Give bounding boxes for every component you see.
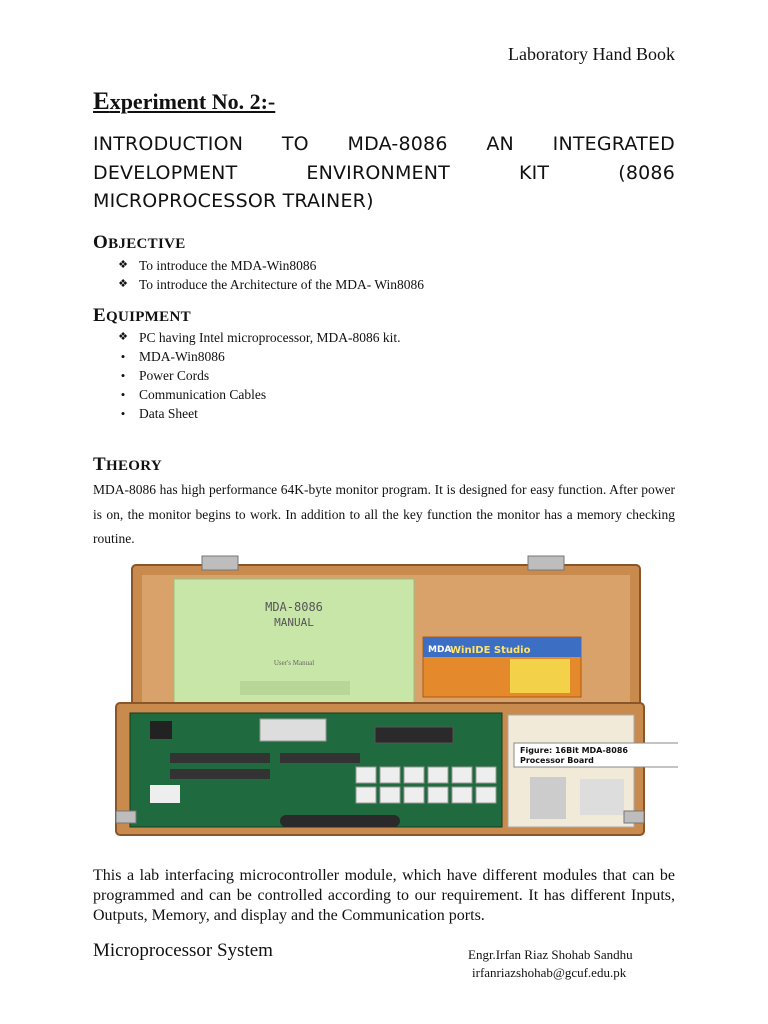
- manual-publisher-block: [240, 681, 350, 695]
- equipment-item: [115, 404, 401, 423]
- board-chip: [170, 753, 270, 763]
- experiment-title-initial: E: [93, 88, 110, 115]
- objective-heading-rest: BJECTIVE: [108, 236, 186, 252]
- footer-author-block: [468, 946, 633, 982]
- keypad-key: [380, 787, 400, 803]
- hinge-right-icon: [528, 556, 564, 570]
- footer-course: Microprocessor System: [93, 940, 273, 961]
- footer-email: irfanriazshohab@gcuf.edu.pk: [472, 965, 627, 980]
- objective-heading: [93, 232, 186, 254]
- board-chip: [170, 769, 270, 779]
- equipment-item-text: Data Sheet: [139, 406, 198, 421]
- keypad-key: [428, 787, 448, 803]
- experiment-title: [93, 88, 275, 116]
- keypad-key: [356, 787, 376, 803]
- footer-author: Engr.Irfan Riaz Shohab Sandhu: [468, 947, 633, 962]
- manual-subtitle: MANUAL: [274, 616, 314, 629]
- equipment-item-text: Power Cords: [139, 368, 210, 383]
- theory-paragraph: MDA-8086 has high performance 64K-byte monitor program. It is designed for easy function. After power is on, the monitor begins to work. In addition to all the key function the monitor has a memory checking routine.: [93, 482, 675, 546]
- equipment-item-text: MDA-Win8086: [139, 349, 225, 364]
- equipment-heading-cap: E: [93, 305, 106, 326]
- module-description: This a lab interfacing microcontroller module, which have different modules that can be programmed and can be controlled according to our requirement. It has different Inputs, Outputs, Memory, and display and the Communication ports.: [93, 867, 675, 924]
- figure-caption-line1: Figure: 16Bit MDA-8086: [520, 746, 628, 755]
- keypad-key: [356, 767, 376, 783]
- keypad-key: [428, 767, 448, 783]
- figure-caption-line2: Processor Board: [520, 756, 594, 765]
- dot-bullet-icon: •: [120, 387, 126, 402]
- keypad-key: [452, 767, 472, 783]
- objective-item-text: To introduce the MDA-Win8086: [139, 258, 317, 273]
- led-matrix: [260, 719, 326, 741]
- board-connector: [150, 785, 180, 803]
- keypad-key: [404, 767, 424, 783]
- board-chip: [280, 753, 360, 763]
- equipment-heading-rest: QUIPMENT: [105, 309, 191, 325]
- objective-item: [115, 275, 424, 294]
- handbook-title: Laboratory Hand Book: [508, 44, 675, 64]
- objective-item: [115, 256, 424, 275]
- keypad-key: [476, 767, 496, 783]
- keypad-key: [404, 787, 424, 803]
- software-box-window: [510, 659, 570, 693]
- diamond-bullet-icon: ❖: [118, 331, 128, 343]
- latch-left-icon: [116, 811, 136, 823]
- equipment-item: [115, 328, 401, 347]
- trainer-kit-illustration: [110, 553, 678, 838]
- keypad-key: [476, 787, 496, 803]
- theory-heading-rest: HEORY: [105, 458, 162, 474]
- manual-title: MDA-8086: [265, 600, 323, 614]
- software-name: WinIDE Studio: [450, 645, 531, 656]
- board-chip: [150, 721, 172, 739]
- diamond-bullet-icon: ❖: [118, 278, 128, 290]
- manual-small-text: User's Manual: [273, 659, 315, 667]
- latch-right-icon: [624, 811, 644, 823]
- theory-heading-cap: T: [93, 454, 106, 475]
- main-title-line-3: MICROPROCESSOR TRAINER): [93, 190, 374, 212]
- dot-bullet-icon: •: [120, 349, 126, 364]
- equipment-item: [115, 347, 401, 366]
- equipment-heading: [93, 305, 191, 327]
- main-title-line-2: DEVELOPMENT ENVIRONMENT KIT (8086: [93, 161, 675, 184]
- main-title-line-1: INTRODUCTION TO MDA-8086 AN INTEGRATED: [93, 133, 675, 155]
- keypad-key: [452, 787, 472, 803]
- equipment-item-text: PC having Intel microprocessor, MDA-8086 kit.: [139, 330, 401, 345]
- lcd-display: [375, 727, 453, 743]
- theory-heading: [93, 454, 162, 476]
- case-handle: [280, 815, 400, 827]
- objective-item-text: To introduce the Architecture of the MDA- Win8086: [139, 277, 425, 292]
- dot-bullet-icon: •: [120, 406, 126, 421]
- objective-list: [115, 256, 424, 294]
- trainer-kit-figure: [110, 553, 678, 838]
- equipment-list: [115, 328, 401, 423]
- experiment-title-rest: xperiment No. 2:-: [109, 89, 276, 114]
- software-brand: MDA: [428, 645, 452, 655]
- main-title: [93, 130, 675, 216]
- hinge-left-icon: [202, 556, 238, 570]
- accessory-item: [580, 779, 624, 815]
- equipment-item: [115, 366, 401, 385]
- objective-heading-cap: O: [93, 232, 109, 253]
- dot-bullet-icon: •: [120, 368, 126, 383]
- equipment-item: [115, 385, 401, 404]
- accessory-item: [530, 777, 566, 819]
- equipment-item-text: Communication Cables: [139, 387, 267, 402]
- diamond-bullet-icon: ❖: [118, 259, 128, 271]
- keypad-key: [380, 767, 400, 783]
